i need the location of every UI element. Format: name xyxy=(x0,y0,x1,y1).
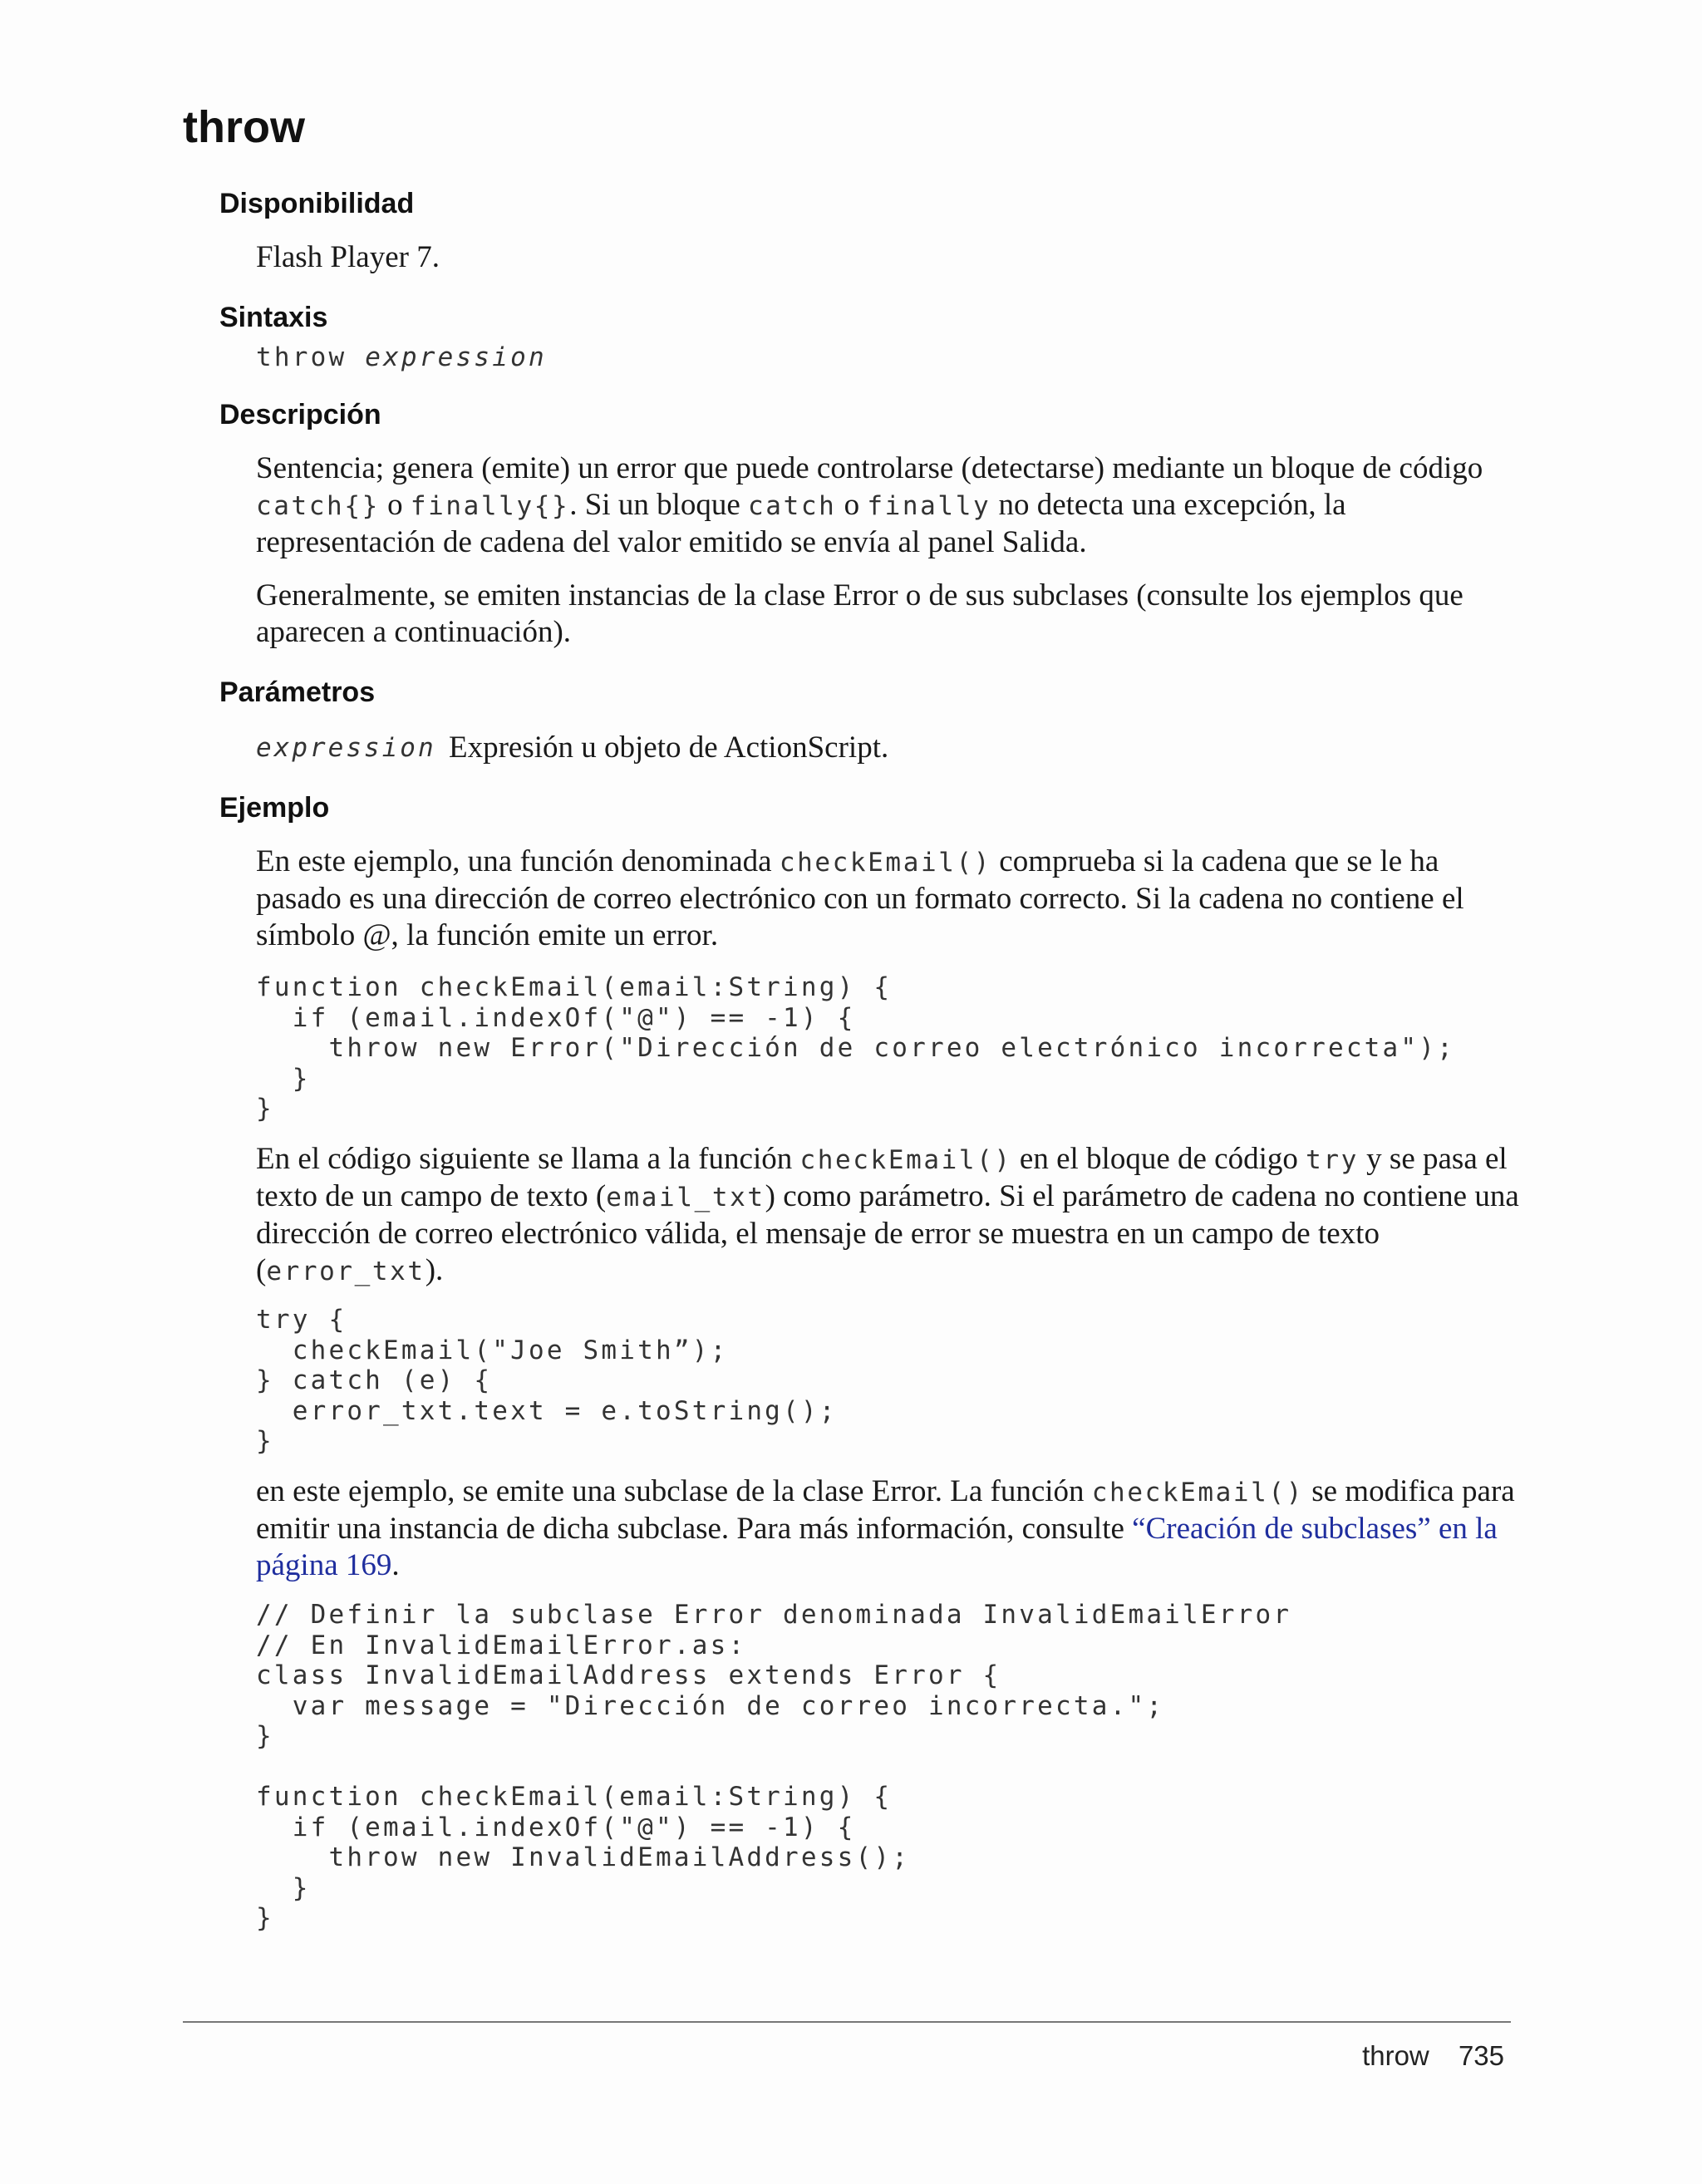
page-number: 735 xyxy=(1458,2040,1504,2071)
availability-text: Flash Player 7. xyxy=(256,240,440,274)
inline-code: checkEmail() xyxy=(799,1145,1012,1175)
inline-code: finally xyxy=(867,491,991,521)
text-run: En el código siguiente se llama a la función xyxy=(256,1142,800,1176)
inline-code: catch xyxy=(748,491,837,521)
inline-code: checkEmail() xyxy=(779,848,992,878)
description-paragraph-1 xyxy=(256,450,1519,561)
text-run: o xyxy=(836,488,868,522)
syntax-keyword: throw xyxy=(256,342,347,372)
description-paragraph-2: Generalmente, se emiten instancias de la clase Error o de sus subclases (consulte los ejemplos que aparecen a continuación). xyxy=(256,578,1463,649)
inline-code: finally{} xyxy=(410,491,570,521)
parameters-heading: Parámetros xyxy=(219,676,376,708)
inline-code: catch{} xyxy=(256,491,380,521)
footer-rule xyxy=(183,2021,1511,2023)
syntax-heading: Sintaxis xyxy=(219,302,328,333)
text-run: en el bloque de código xyxy=(1011,1142,1306,1176)
example-paragraph-1 xyxy=(256,844,1519,954)
text-run: y se pasa el texto de un campo de texto ( xyxy=(256,1142,1508,1213)
parameter-name: expression xyxy=(256,733,436,763)
code-block-checkemail: function checkEmail(email:String) { if (email.indexOf("@") == -1) { throw new Error("Dirección de correo electrónico incorrecta"); } } xyxy=(256,972,1455,1124)
text-run: ) como parámetro. Si el parámetro de cadena no contiene una dirección de correo electrónico válida, el mensaje de error se muestra en un campo de texto ( xyxy=(256,1179,1519,1287)
text-run: comprueba si la cadena que se le ha pasado es una dirección de correo electrónico con un formato correcto. Si la cadena no contiene el símbolo @, la función emite un error. xyxy=(256,844,1464,952)
text-run: . xyxy=(391,1548,400,1582)
cross-reference-link[interactable]: “Creación de subclases” en la página 169 xyxy=(256,1512,1498,1582)
description-heading: Descripción xyxy=(219,399,381,430)
inline-code: error_txt xyxy=(266,1257,426,1286)
footer-section-name: throw xyxy=(1362,2040,1429,2071)
text-run: ). xyxy=(425,1253,444,1287)
example-paragraph-2 xyxy=(256,1141,1519,1290)
text-run: se modifica para emitir una instancia de dicha subclase. Para más información, consulte xyxy=(256,1474,1515,1546)
availability-heading: Disponibilidad xyxy=(219,188,415,219)
text-run: . Si un bloque xyxy=(569,488,749,522)
example-heading: Ejemplo xyxy=(219,792,330,824)
inline-code: checkEmail() xyxy=(1091,1478,1304,1508)
inline-code: email_txt xyxy=(606,1183,765,1213)
example-paragraph-3 xyxy=(256,1473,1519,1584)
text-run: no detecta una excepción, la representación de cadena del valor emitido se envía al panel Salida. xyxy=(256,488,1346,559)
code-block-subclass: // Definir la subclase Error denominada InvalidEmailError // En InvalidEmailError.as: class InvalidEmailAddress extends Error { var message = "Dirección de correo incorrecta."; } function checkEmail(email:String) { if (email.indexOf("@") == -1) { throw new InvalidEmailAddress(); } } xyxy=(256,1600,1292,1933)
page-footer xyxy=(1362,2040,1504,2072)
syntax-argument: expression xyxy=(365,342,547,372)
page-title: throw xyxy=(183,102,305,152)
text-run: Sentencia; genera (emite) un error que puede controlarse (detectarse) mediante un bloque de código xyxy=(256,451,1483,485)
text-run: En este ejemplo, una función denominada xyxy=(256,844,780,878)
text-run: o xyxy=(379,488,411,522)
syntax-code xyxy=(256,342,547,373)
parameter-description: Expresión u objeto de ActionScript. xyxy=(449,730,889,765)
inline-code: try xyxy=(1306,1145,1359,1175)
code-block-try-catch: try { checkEmail("Joe Smith”); } catch (e) { error_txt.text = e.toString(); } xyxy=(256,1305,838,1456)
text-run: en este ejemplo, se emite una subclase de la clase Error. La función xyxy=(256,1474,1092,1508)
